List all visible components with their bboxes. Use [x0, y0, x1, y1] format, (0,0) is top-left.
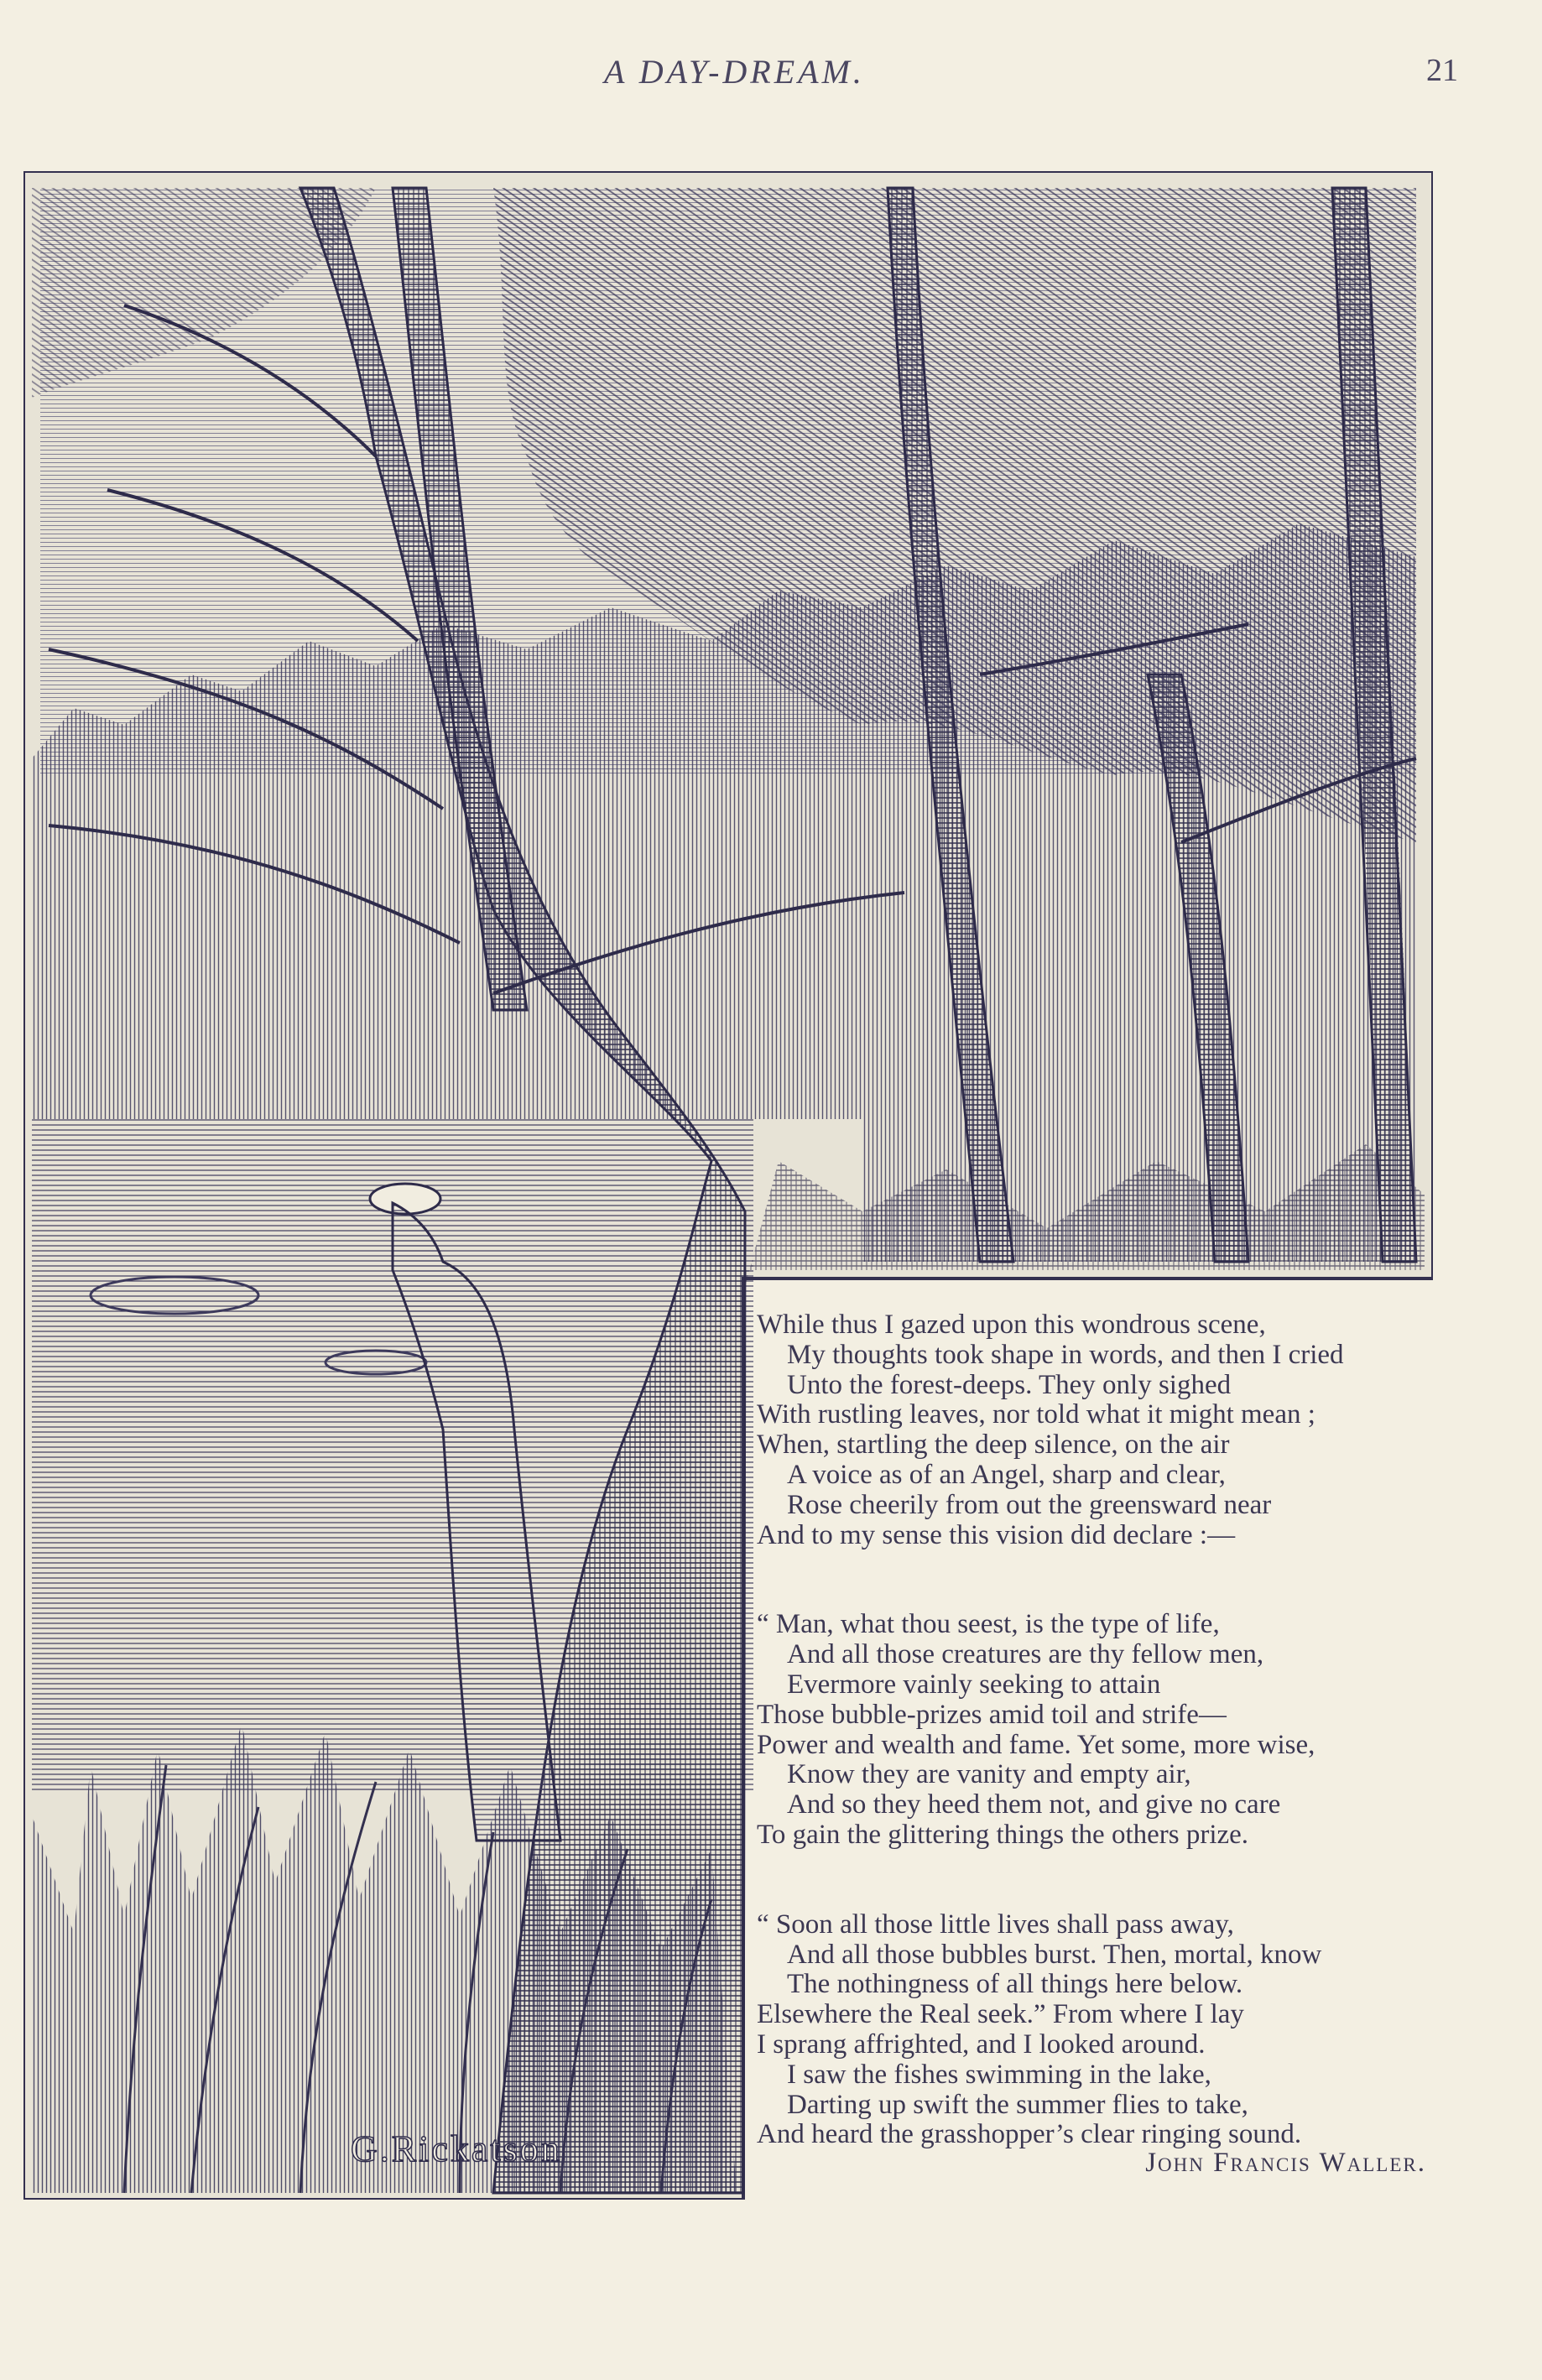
poem-line: “ Soon all those little lives shall pass away,	[757, 1909, 1234, 1940]
poem-stanza	[757, 1310, 1478, 1550]
poem-line: “ Man, what thou seest, is the type of life,	[757, 1609, 1220, 1640]
poem-line: And to my sense this vision did declare :—	[757, 1519, 1236, 1550]
poem-line: The nothingness of all things here below.	[787, 1969, 1243, 2000]
running-head	[0, 52, 1542, 102]
running-title: A DAY-DREAM.	[604, 53, 865, 91]
poem-line: A voice as of an Angel, sharp and clear,	[787, 1459, 1226, 1490]
poem-line: And all those creatures are thy fellow men,	[787, 1639, 1264, 1670]
poem-line: With rustling leaves, nor told what it might mean ;	[757, 1399, 1315, 1430]
poem-line: Unto the forest-deeps. They only sighed	[787, 1369, 1232, 1400]
poem-line: I saw the fishes swimming in the lake,	[787, 2059, 1211, 2090]
poem-line: Elsewhere the Real seek.” From where I lay	[757, 1999, 1244, 2030]
poem-line: Evermore vainly seeking to attain	[787, 1669, 1161, 1700]
poem-line: Know they are vanity and empty air,	[787, 1759, 1191, 1790]
poem-stanza	[757, 1910, 1478, 2150]
poem-line: Darting up swift the summer flies to take,	[787, 2089, 1248, 2120]
poem-stanza	[757, 1610, 1478, 1850]
poem-line: While thus I gazed upon this wondrous scene,	[757, 1310, 1266, 1340]
poem-line: Power and wealth and fame. Yet some, more wise,	[757, 1729, 1315, 1760]
poem-line: And all those bubbles burst. Then, mortal, know	[787, 1939, 1322, 1970]
page-number: 21	[1426, 53, 1458, 88]
poem-line: I sprang affrighted, and I looked around.	[757, 2028, 1206, 2060]
artist-signature: G.Rickatson	[351, 2128, 562, 2169]
poem	[757, 1310, 1478, 2179]
poem-line: And so they heed them not, and give no care	[787, 1789, 1281, 1820]
poem-line: Those bubble-prizes amid toil and strife—	[757, 1699, 1227, 1730]
author-signature: John Francis Waller.	[1145, 2148, 1426, 2179]
poem-line: When, startling the deep silence, on the air	[757, 1430, 1230, 1461]
poem-line: And heard the grasshopper’s clear ringing sound.	[757, 2119, 1302, 2150]
poem-line: My thoughts took shape in words, and then I cried	[787, 1339, 1344, 1370]
poem-line: Rose cheerily from out the greensward near	[787, 1489, 1272, 1520]
poem-line: To gain the glittering things the others prize.	[757, 1819, 1249, 1850]
